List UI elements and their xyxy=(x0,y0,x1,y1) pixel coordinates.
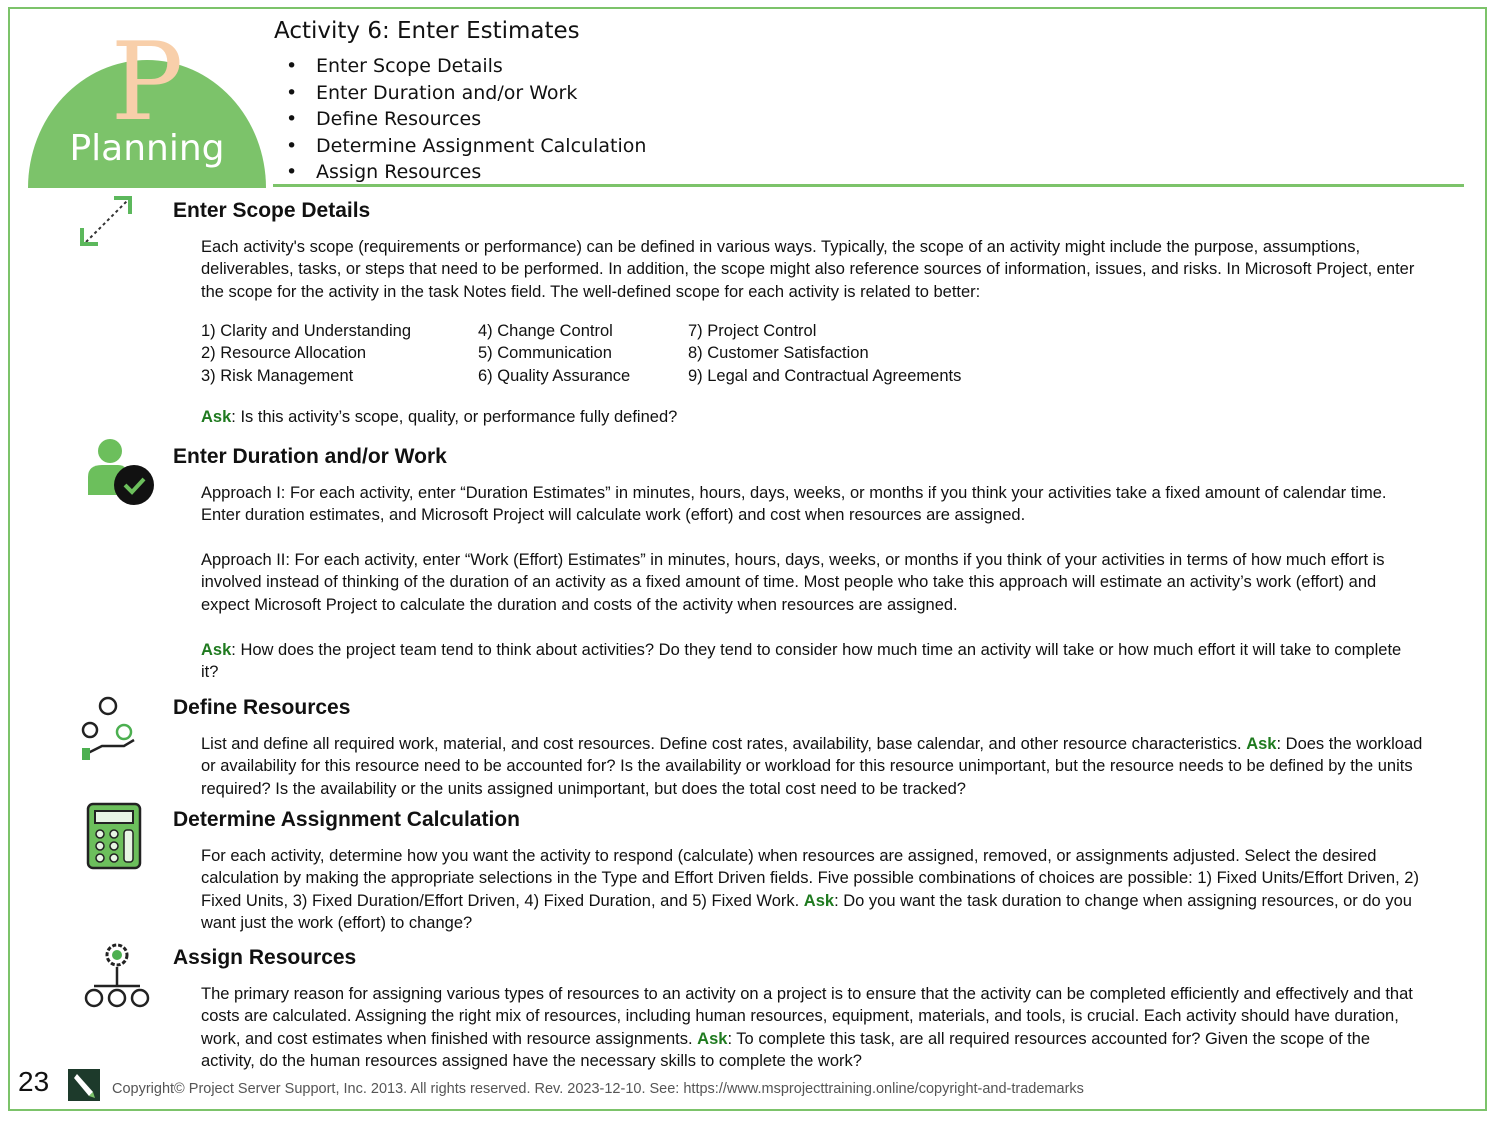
scope-body: Each activity's scope (requirements or performance) can be defined in various ways. Typically, the scope of an activity might include the purpose, assumptions, deliverables, tasks, or steps that need to be performed. In addition, the scope might also reference sources of information, issues, and risks. In Microsoft Project, enter the scope for the activity in the task Notes field. The well-defined scope for each activity is related to better: xyxy=(201,238,1415,301)
assign-text: The primary reason for assigning various types of resources to an activity on a project is to ensure that the activity can be completed efficiently and effectively and that costs are calculated. Assigning the right mix of resources, including human resources, equipment, materials, and tools, is crucial. Each activity should have duration, work, and cost estimates when finished with resource assignments. xyxy=(201,985,1413,1048)
calculation-body xyxy=(201,845,1423,934)
topic-item: • Enter Duration and/or Work xyxy=(284,80,646,107)
duration-approach2: Approach II: For each activity, enter “Work (Effort) Estimates” in minutes, hours, days, weeks, or months if you think of your activities in terms of how much effort is involved instead of thinking of the duration of an activity as a fixed amount of time. Most people who take this approach will estimate an activity’s work (effort) and expect Microsoft Project to calculate the duration and costs of the activity when resources are assigned. xyxy=(201,551,1385,614)
ask-text: : How does the project team tend to think about activities? Do they tend to consider how much time an activity will take or how much effort it will take to complete it? xyxy=(201,641,1402,682)
header-divider xyxy=(273,184,1464,187)
ask-text: : Is this activity’s scope, quality, or performance fully defined? xyxy=(231,408,678,426)
resources-heading: Define Resources xyxy=(173,696,351,719)
list-item: 5) Communication xyxy=(478,344,612,363)
copyright-footer: Copyright© Project Server Support, Inc. 2013. All rights reserved. Rev. 2023-12-10. See: https://www.msprojecttraining.online/copyright-and-trademarks xyxy=(112,1081,1084,1097)
list-item: 7) Project Control xyxy=(688,322,817,340)
page-number: 23 xyxy=(18,1066,50,1097)
ask-text: : Do you want the task duration to change when assigning resources, or do you want just the work (effort) to change? xyxy=(201,891,1412,932)
resources-body xyxy=(201,733,1423,800)
ask-label: Ask xyxy=(1246,735,1277,753)
list-item: 1) Clarity and Understanding xyxy=(201,322,412,340)
ask-text: : To complete this task, are all required resources accounted for? Given the scope of the activity, do the human resources assigned have the necessary skills to complete the work? xyxy=(201,1029,1371,1070)
list-item: 6) Quality Assurance xyxy=(478,366,631,385)
ask-label: Ask xyxy=(201,641,232,659)
ask-label: Ask xyxy=(803,891,835,910)
scope-ask xyxy=(201,406,1423,428)
resources-text: List and define all required work, material, and cost resources. Define cost rates, availability, base calendar, and other resource characteristics. xyxy=(201,735,1247,753)
calculation-heading: Determine Assignment Calculation xyxy=(173,808,520,831)
scope-heading: Enter Scope Details xyxy=(173,199,371,222)
badge-letter: P xyxy=(110,20,184,145)
topic-item: • Assign Resources xyxy=(284,159,646,186)
badge-label: Planning xyxy=(69,128,225,169)
topic-item: • Enter Scope Details xyxy=(284,53,646,80)
person-clock-icon xyxy=(84,437,156,507)
ask-label: Ask xyxy=(697,1029,728,1048)
scope-list-col1 xyxy=(201,320,411,387)
ask-text: : Does the workload or availability for this resource need to be accounted for? Is the availability or workload for this resource unimportant, but the resource needs to be defined by the units required? Is the availability or the units assigned unimportant, but does the total cost need to be tracked? xyxy=(201,735,1423,798)
assign-heading: Assign Resources xyxy=(173,946,357,969)
list-item: 3) Risk Management xyxy=(201,366,354,385)
calculator-icon xyxy=(86,802,142,870)
duration-heading: Enter Duration and/or Work xyxy=(173,445,447,468)
ask-label: Ask xyxy=(201,408,232,426)
list-item: 2) Resource Allocation xyxy=(201,344,367,363)
list-item: 8) Customer Satisfaction xyxy=(688,344,869,363)
list-item: 4) Change Control xyxy=(478,322,613,340)
expand-arrows-icon xyxy=(78,194,136,250)
assign-body xyxy=(201,983,1423,1072)
list-item: 9) Legal and Contractual Agreements xyxy=(688,366,962,385)
topic-list xyxy=(284,53,646,186)
activity-title: Activity 6: Enter Estimates xyxy=(274,18,580,44)
planning-badge xyxy=(28,20,266,188)
topic-item: • Determine Assignment Calculation xyxy=(284,133,646,160)
scope-list-col2 xyxy=(478,320,630,387)
gear-hierarchy-icon xyxy=(82,940,152,1010)
duration-approach1: Approach I: For each activity, enter “Duration Estimates” in minutes, hours, days, weeks, or months if you think your activities take a fixed amount of calendar time. Enter duration estimates, and Microsoft Project will calculate work (effort) and cost when resources are assigned. xyxy=(201,484,1387,525)
duration-ask xyxy=(201,639,1423,684)
calculation-text: For each activity, determine how you want the activity to respond (calculate) when resources are assigned, removed, or assignments adjusted. Select the desired calculation by making the appropriate selections in the Type and Effort Driven fields. Five possible combinations of choices are possible: 1) Fixed Units/Effort Driven, 2) Fixed Units, 3) Fixed Duration/Effort Driven, 4) Fixed Duration, and 5) Fixed Work. xyxy=(201,847,1419,910)
resource-network-icon xyxy=(78,696,138,762)
scope-list-col3 xyxy=(688,320,961,387)
topic-item: • Define Resources xyxy=(284,106,646,133)
publisher-logo-icon xyxy=(67,1068,101,1102)
